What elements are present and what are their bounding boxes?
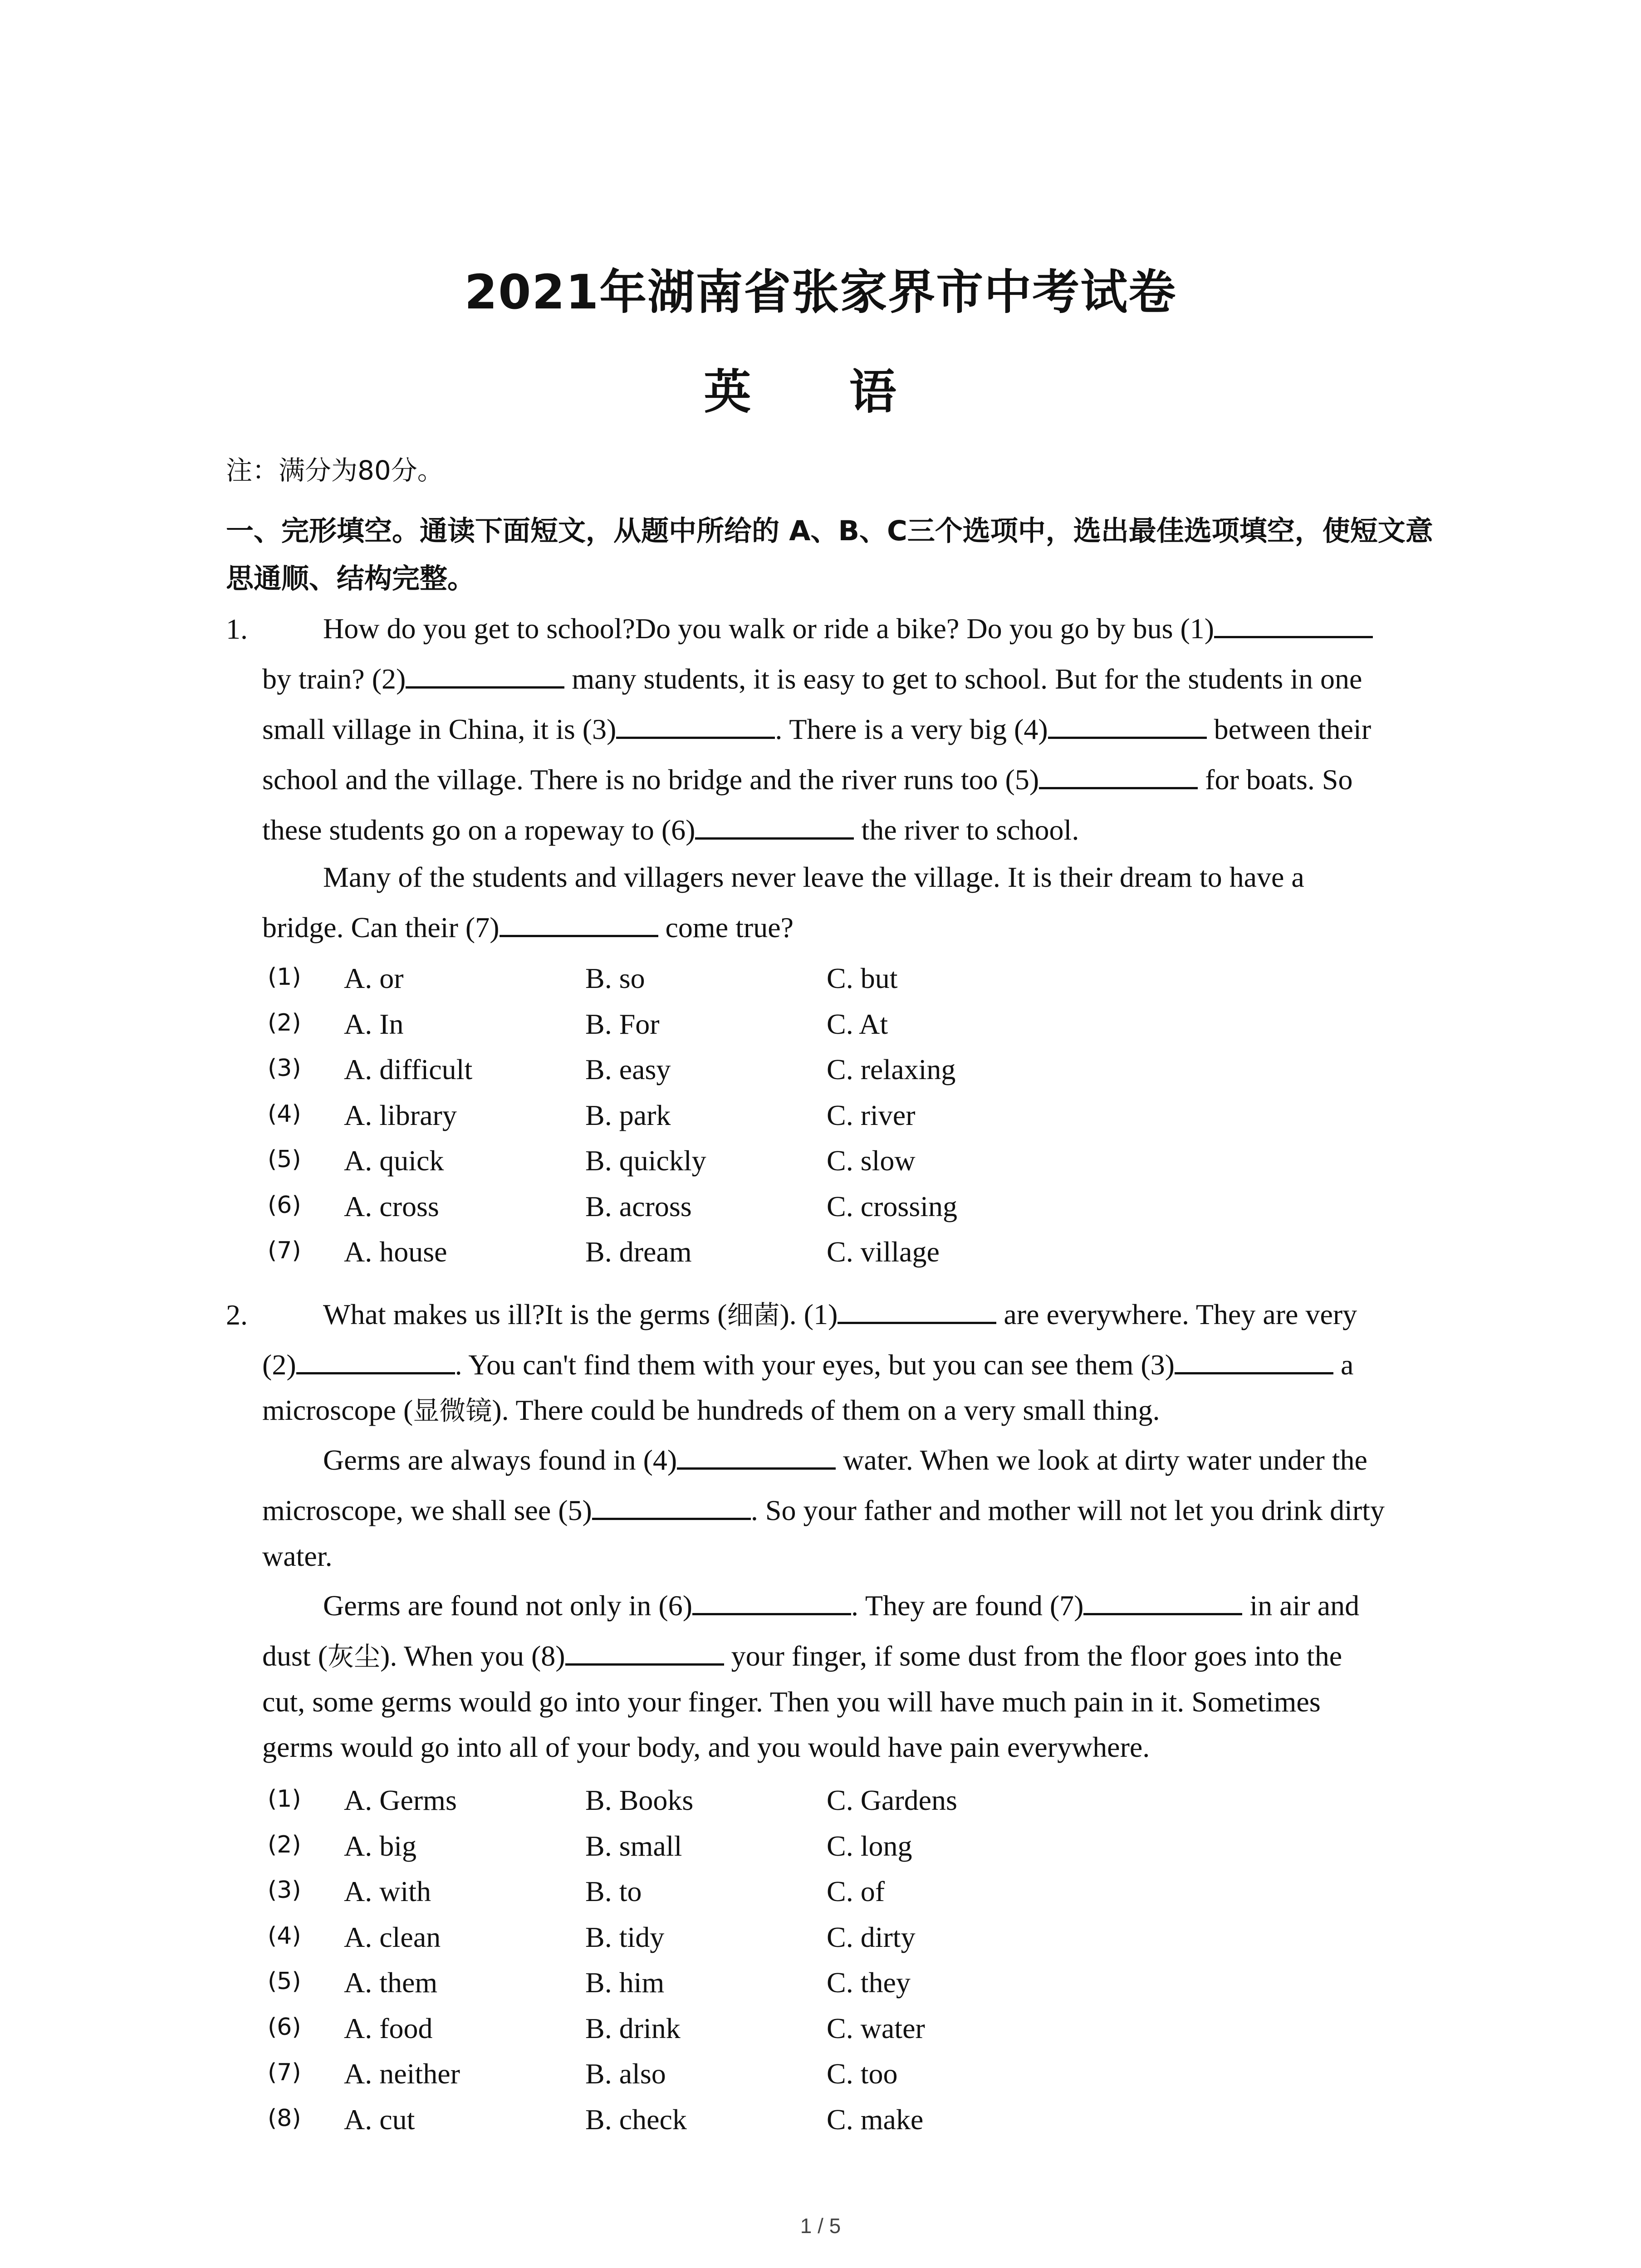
- text-span: Germs are always found in (4): [323, 1444, 677, 1476]
- text-span: are everywhere. They are very: [996, 1298, 1357, 1330]
- option-c: C. crossing: [827, 1190, 957, 1222]
- question-2-line: [262, 1722, 1150, 1772]
- option-number: (2): [268, 1831, 301, 1858]
- answer-blank: [1214, 609, 1373, 638]
- option-a: A. quick: [344, 1144, 444, 1177]
- question-1-line: [262, 654, 1362, 704]
- answer-blank: [1039, 760, 1198, 789]
- text-span: in air and: [1242, 1589, 1360, 1622]
- question-1-line: [323, 603, 1373, 654]
- question-2-line: [323, 1289, 1357, 1340]
- option-b: B. dream: [585, 1236, 692, 1268]
- option-number: (8): [268, 2104, 301, 2132]
- question-1-line: [262, 805, 1079, 855]
- page-subtitle: 英 语: [704, 364, 937, 420]
- option-number: (5): [268, 1968, 301, 1995]
- option-a: A. food: [344, 2012, 433, 2044]
- text-span: . They are found (7): [851, 1589, 1084, 1622]
- option-c: C. slow: [827, 1144, 916, 1177]
- text-span: your finger, if some dust from the floor goes into the: [724, 1640, 1342, 1672]
- answer-blank: [838, 1295, 996, 1324]
- option-a: A. cut: [344, 2103, 415, 2136]
- question-2-line: [262, 1531, 333, 1581]
- option-number: (4): [268, 1922, 301, 1950]
- option-c: C. At: [827, 1007, 888, 1040]
- option-number: (6): [268, 1191, 301, 1219]
- option-a: A. In: [344, 1007, 404, 1040]
- text-span: these students go on a ropeway to (6): [262, 814, 696, 846]
- text-span: . You can't find them with your eyes, but you can see them (3): [455, 1349, 1175, 1381]
- option-b: B. also: [585, 2058, 666, 2090]
- answer-blank: [692, 1586, 851, 1615]
- option-number: (2): [268, 1009, 301, 1036]
- page-number: 1 / 5: [800, 2214, 841, 2238]
- option-b: B. quickly: [585, 1144, 706, 1177]
- option-c: C. they: [827, 1966, 911, 1999]
- question-2-number: 2.: [226, 1299, 248, 1331]
- answer-blank: [695, 810, 854, 840]
- question-2-line: [323, 1580, 1359, 1631]
- answer-blank: [592, 1491, 751, 1520]
- option-a: A. with: [344, 1875, 431, 1907]
- option-a: A. house: [344, 1236, 447, 1268]
- answer-blank: [1175, 1345, 1333, 1374]
- question-2-line: [262, 1385, 1160, 1436]
- text-span: by train? (2): [262, 663, 406, 695]
- option-c: C. water: [827, 2012, 925, 2044]
- option-a: A. them: [344, 1966, 438, 1999]
- option-c: C. but: [827, 962, 898, 994]
- answer-blank: [677, 1440, 836, 1470]
- option-b: B. across: [585, 1190, 692, 1222]
- option-b: B. For: [585, 1007, 660, 1040]
- text-span: . There is a very big (4): [775, 713, 1048, 745]
- option-b: B. easy: [585, 1053, 671, 1085]
- text-span: microscope, we shall see (5): [262, 1494, 592, 1526]
- question-1-line: [323, 852, 1304, 902]
- text-span: How do you get to school?Do you walk or ride a bike? Do you go by bus (1): [323, 612, 1215, 645]
- text-span: bridge. Can their (7): [262, 911, 500, 943]
- option-b: B. tidy: [585, 1921, 665, 1953]
- option-c: C. of: [827, 1875, 885, 1907]
- text-span: What makes us ill?It is the germs (: [323, 1298, 727, 1330]
- section-instruction: 一、完形填空。通读下面短文，从题中所给的 A、B、C三个选项中，选出最佳选项填空，使短文意思通顺、结构完整。: [226, 515, 1433, 595]
- question-1-line: [262, 754, 1352, 805]
- option-number: (7): [268, 2059, 301, 2086]
- option-b: B. to: [585, 1875, 642, 1907]
- option-a: A. clean: [344, 1921, 441, 1953]
- text-span: small village in China, it is (3): [262, 713, 617, 745]
- option-b: B. so: [585, 962, 645, 994]
- question-2-line: [262, 1339, 1353, 1390]
- text-span: ). There could be hundreds of them on a very small thing.: [492, 1394, 1160, 1426]
- option-number: (6): [268, 2013, 301, 2041]
- question-1-number: 1.: [226, 613, 248, 645]
- page-title: 2021年湖南省张家界市中考试卷: [464, 264, 1177, 320]
- option-c: C. make: [827, 2103, 924, 2136]
- option-number: (3): [268, 1055, 301, 1082]
- text-span: Germs are found not only in (6): [323, 1589, 693, 1622]
- answer-blank: [296, 1345, 455, 1374]
- option-b: B. small: [585, 1829, 682, 1862]
- text-span: water. When we look at dirty water under the: [836, 1444, 1367, 1476]
- text-span: (2): [262, 1349, 296, 1381]
- option-c: C. Gardens: [827, 1784, 957, 1816]
- option-a: A. neither: [344, 2058, 460, 2090]
- text-span: ). When you (8): [380, 1640, 565, 1672]
- chinese-gloss: 灰尘: [328, 1641, 381, 1672]
- chinese-gloss: 细菌: [727, 1300, 780, 1330]
- option-c: C. relaxing: [827, 1053, 956, 1085]
- option-a: A. Germs: [344, 1784, 457, 1816]
- option-c: C. river: [827, 1099, 916, 1131]
- option-number: (5): [268, 1146, 301, 1173]
- option-c: C. too: [827, 2058, 898, 2090]
- answer-blank: [1083, 1586, 1242, 1615]
- option-b: B. Books: [585, 1784, 694, 1816]
- option-a: A. or: [344, 962, 404, 994]
- text-span: Many of the students and villagers never leave the village. It is their dream to have a: [323, 861, 1304, 893]
- text-span: dust (: [262, 1640, 328, 1672]
- option-a: A. cross: [344, 1190, 439, 1222]
- option-b: B. park: [585, 1099, 671, 1131]
- option-b: B. him: [585, 1966, 665, 1999]
- text-span: come true?: [658, 911, 794, 943]
- score-note: 注：满分为80分。: [226, 455, 444, 486]
- text-span: school and the village. There is no bridge and the river runs too (5): [262, 763, 1039, 796]
- option-c: C. long: [827, 1829, 912, 1862]
- option-number: (7): [268, 1237, 301, 1264]
- text-span: water.: [262, 1540, 333, 1572]
- text-span: between their: [1206, 713, 1372, 745]
- text-span: germs would go into all of your body, and you would have pain everywhere.: [262, 1731, 1150, 1763]
- text-span: for boats. So: [1198, 763, 1353, 796]
- answer-blank: [406, 659, 564, 689]
- answer-blank: [616, 709, 775, 739]
- text-span: microscope (: [262, 1394, 413, 1426]
- option-a: A. difficult: [344, 1053, 473, 1085]
- option-c: C. dirty: [827, 1921, 916, 1953]
- text-span: ). (1): [779, 1298, 838, 1330]
- answer-blank: [565, 1636, 724, 1666]
- answer-blank: [1048, 709, 1207, 739]
- option-c: C. village: [827, 1236, 940, 1268]
- option-number: (3): [268, 1877, 301, 1904]
- option-a: A. big: [344, 1829, 416, 1862]
- question-2-line: [323, 1435, 1367, 1485]
- text-span: many students, it is easy to get to school. But for the students in one: [564, 663, 1362, 695]
- question-2-line: [262, 1677, 1321, 1727]
- question-2-line: [262, 1631, 1342, 1682]
- option-number: (4): [268, 1100, 301, 1128]
- question-2-line: [262, 1485, 1385, 1535]
- option-b: B. drink: [585, 2012, 681, 2044]
- option-a: A. library: [344, 1099, 457, 1131]
- question-1-line: [262, 704, 1371, 754]
- text-span: . So your father and mother will not let you drink dirty: [750, 1494, 1385, 1526]
- question-1-line: [262, 902, 794, 953]
- option-number: (1): [268, 1785, 301, 1813]
- text-span: cut, some germs would go into your finger. Then you will have much pain in it. Sometimes: [262, 1686, 1321, 1718]
- text-span: a: [1333, 1349, 1354, 1381]
- text-span: the river to school.: [854, 814, 1079, 846]
- option-number: (1): [268, 963, 301, 991]
- answer-blank: [500, 908, 658, 937]
- chinese-gloss: 显微镜: [413, 1395, 492, 1426]
- option-b: B. check: [585, 2103, 687, 2136]
